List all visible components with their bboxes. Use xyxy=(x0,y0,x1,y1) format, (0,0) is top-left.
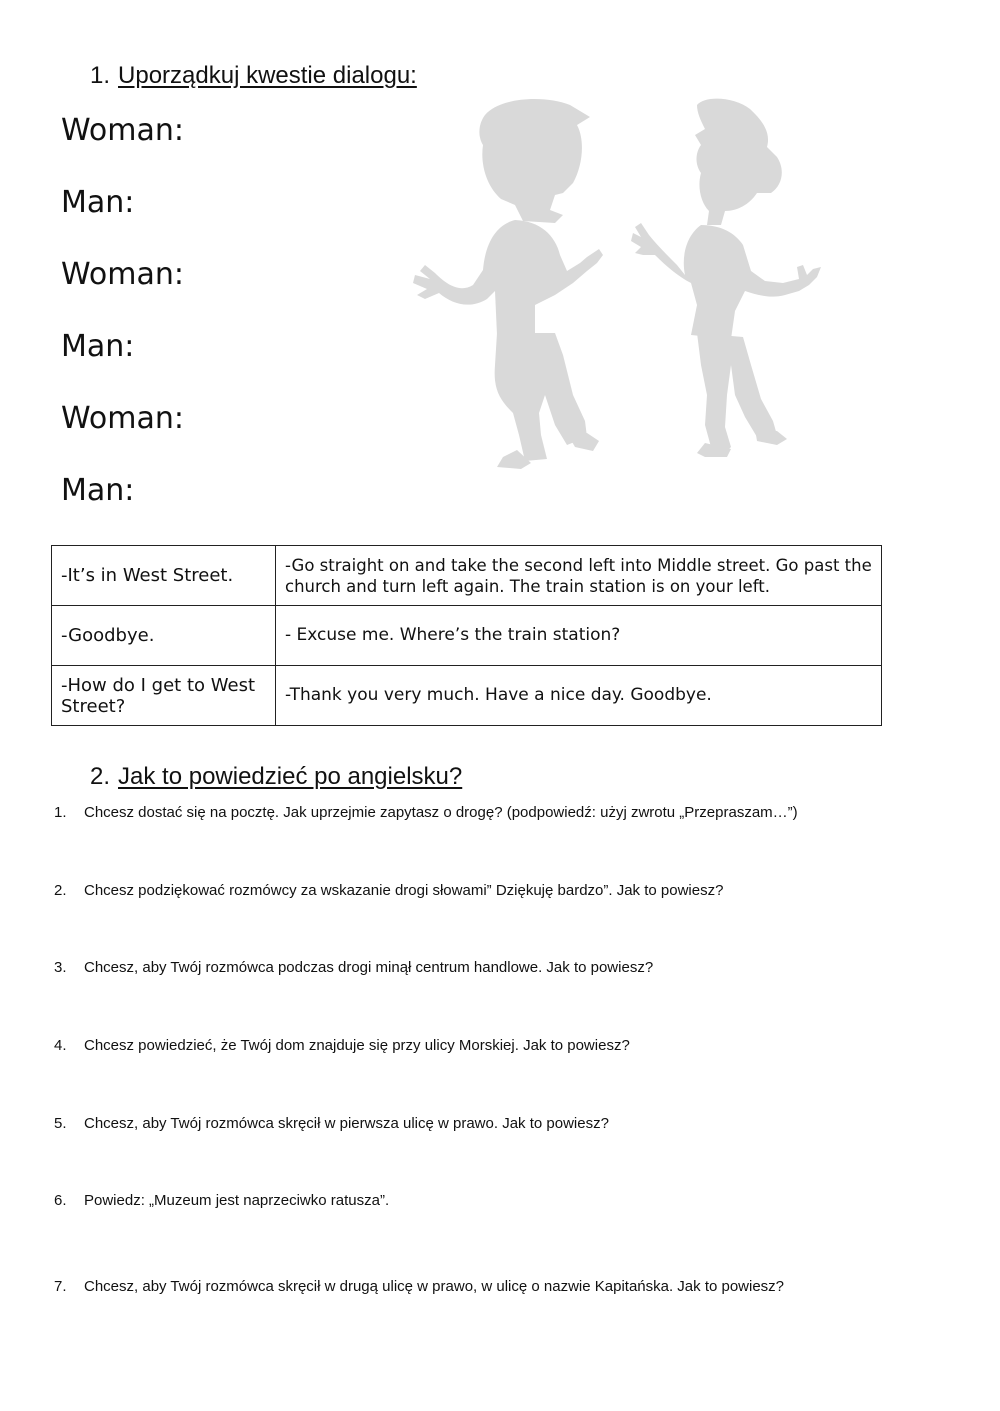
table-cell: -Go straight on and take the second left into Middle street. Go past the church and turn left again. The train station is on your left. xyxy=(276,546,882,606)
question-text: Chcesz powiedzieć, że Twój dom znajduje się przy ulicy Morskiej. Jak to powiesz? xyxy=(84,1037,630,1054)
question-number: 5. xyxy=(54,1115,67,1132)
question-text: Chcesz dostać się na pocztę. Jak uprzejmie zapytasz o drogę? (podpowiedź: użyj zwrotu „Przepraszam…”) xyxy=(84,804,798,821)
question-text: Powiedz: „Muzeum jest naprzeciwko ratusza”. xyxy=(84,1192,390,1209)
speaker-label: Man: xyxy=(61,185,135,220)
section-2-heading: Jak to powiedzieć po angielsku? xyxy=(118,763,463,790)
speaker-label: Man: xyxy=(61,473,135,508)
section-1-number: 1. xyxy=(90,62,111,89)
table-cell: -How do I get to West Street? xyxy=(52,666,276,726)
question-text: Chcesz, aby Twój rozmówca skręcił w pierwsza ulicę w prawo. Jak to powiesz? xyxy=(84,1115,609,1132)
question-number: 3. xyxy=(54,959,67,976)
table-row xyxy=(52,606,882,666)
woman-silhouette xyxy=(631,99,821,457)
speaker-label: Woman: xyxy=(61,257,184,292)
speaker-label: Woman: xyxy=(61,113,184,148)
section-1-heading: Uporządkuj kwestie dialogu: xyxy=(118,62,417,89)
dancing-couple-illustration xyxy=(405,95,835,475)
section-2-number: 2. xyxy=(90,763,111,790)
man-silhouette xyxy=(413,99,603,469)
section-1-title xyxy=(90,62,417,90)
table-row xyxy=(52,546,882,606)
question-text: Chcesz podziękować rozmówcy za wskazanie drogi słowami” Dziękuję bardzo”. Jak to powiesz? xyxy=(84,882,724,899)
table-cell: -Goodbye. xyxy=(52,606,276,666)
question-number: 7. xyxy=(54,1278,67,1295)
table-cell: -It’s in West Street. xyxy=(52,546,276,606)
question-text: Chcesz, aby Twój rozmówca podczas drogi minął centrum handlowe. Jak to powiesz? xyxy=(84,959,654,976)
question-number: 4. xyxy=(54,1037,67,1054)
table-cell: - Excuse me. Where’s the train station? xyxy=(276,606,882,666)
question-text: Chcesz, aby Twój rozmówca skręcił w drugą ulicę w prawo, w ulicę o nazwie Kapitańska. Jak to powiesz? xyxy=(84,1278,785,1295)
speaker-label: Man: xyxy=(61,329,135,364)
section-2-title xyxy=(90,763,462,791)
dialogue-lines-table xyxy=(51,545,882,726)
question-number: 6. xyxy=(54,1192,67,1209)
question-number: 1. xyxy=(54,804,67,821)
table-cell: -Thank you very much. Have a nice day. Goodbye. xyxy=(276,666,882,726)
speaker-label: Woman: xyxy=(61,401,184,436)
question-number: 2. xyxy=(54,882,67,899)
table-row xyxy=(52,666,882,726)
